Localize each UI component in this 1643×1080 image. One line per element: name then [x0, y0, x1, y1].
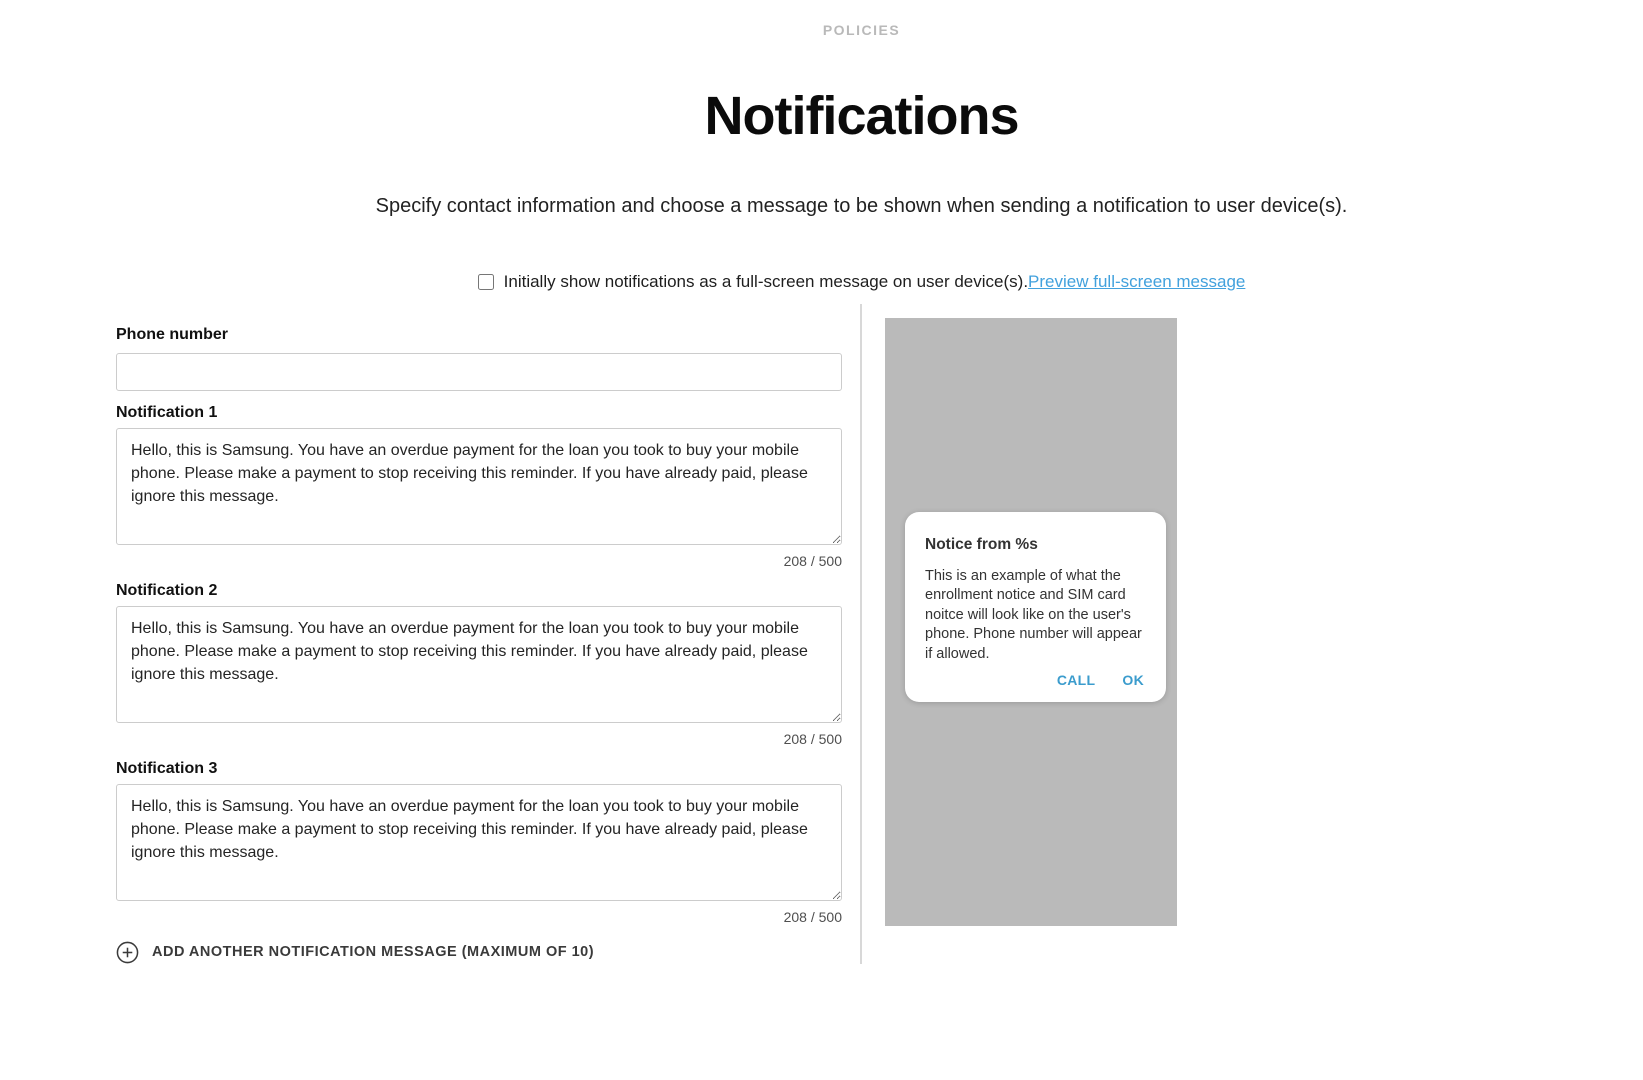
vertical-divider — [860, 304, 862, 964]
notice-dialog-preview — [905, 512, 1166, 703]
notification-2-textarea[interactable] — [116, 606, 842, 723]
notification-1-counter: 208 / 500 — [783, 552, 842, 569]
notification-1-textarea[interactable] — [116, 428, 842, 545]
page-subtitle: Specify contact information and choose a message to be shown when sending a notification to user device(s). — [375, 194, 1348, 217]
notice-dialog-body: This is an example of what the enrollment notice and SIM card noitce will look like on the user's phone. Phone number will appear if allowed. — [925, 567, 1142, 662]
notification-3-counter: 208 / 500 — [783, 908, 842, 925]
fullscreen-checkbox[interactable] — [478, 274, 494, 290]
notification-3-label: Notification 3 — [116, 759, 218, 777]
notification-form — [116, 304, 842, 964]
preview-fullscreen-link[interactable]: Preview full-screen message — [1028, 271, 1246, 291]
page-header — [80, 0, 1643, 218]
notification-1-label: Notification 1 — [116, 403, 218, 421]
ok-button: OK — [1122, 672, 1144, 689]
notice-dialog-title: Notice from %s — [925, 535, 1038, 553]
notification-2-label: Notification 2 — [116, 581, 218, 599]
phone-screen-preview — [885, 318, 1177, 926]
fullscreen-option-row — [80, 272, 1643, 292]
add-notification-button[interactable] — [116, 941, 842, 964]
device-preview-panel — [885, 304, 1177, 964]
fullscreen-checkbox-label: Initially show notifications as a full-screen message on user device(s). — [503, 271, 1029, 291]
call-button: CALL — [1056, 672, 1096, 689]
notification-3-textarea[interactable] — [116, 784, 842, 901]
notifications-policy-page — [80, 0, 1643, 984]
page-title: Notifications — [704, 86, 1019, 146]
notification-2-counter: 208 / 500 — [783, 730, 842, 747]
breadcrumb-policies: POLICIES — [822, 22, 901, 38]
main-content — [80, 304, 1643, 984]
phone-number-label: Phone number — [116, 325, 229, 343]
notice-dialog-actions — [905, 672, 1166, 688]
phone-number-input[interactable] — [116, 353, 842, 391]
add-notification-label: ADD ANOTHER NOTIFICATION MESSAGE (MAXIMUM OF 10) — [152, 944, 595, 961]
plus-circle-icon — [116, 941, 139, 964]
